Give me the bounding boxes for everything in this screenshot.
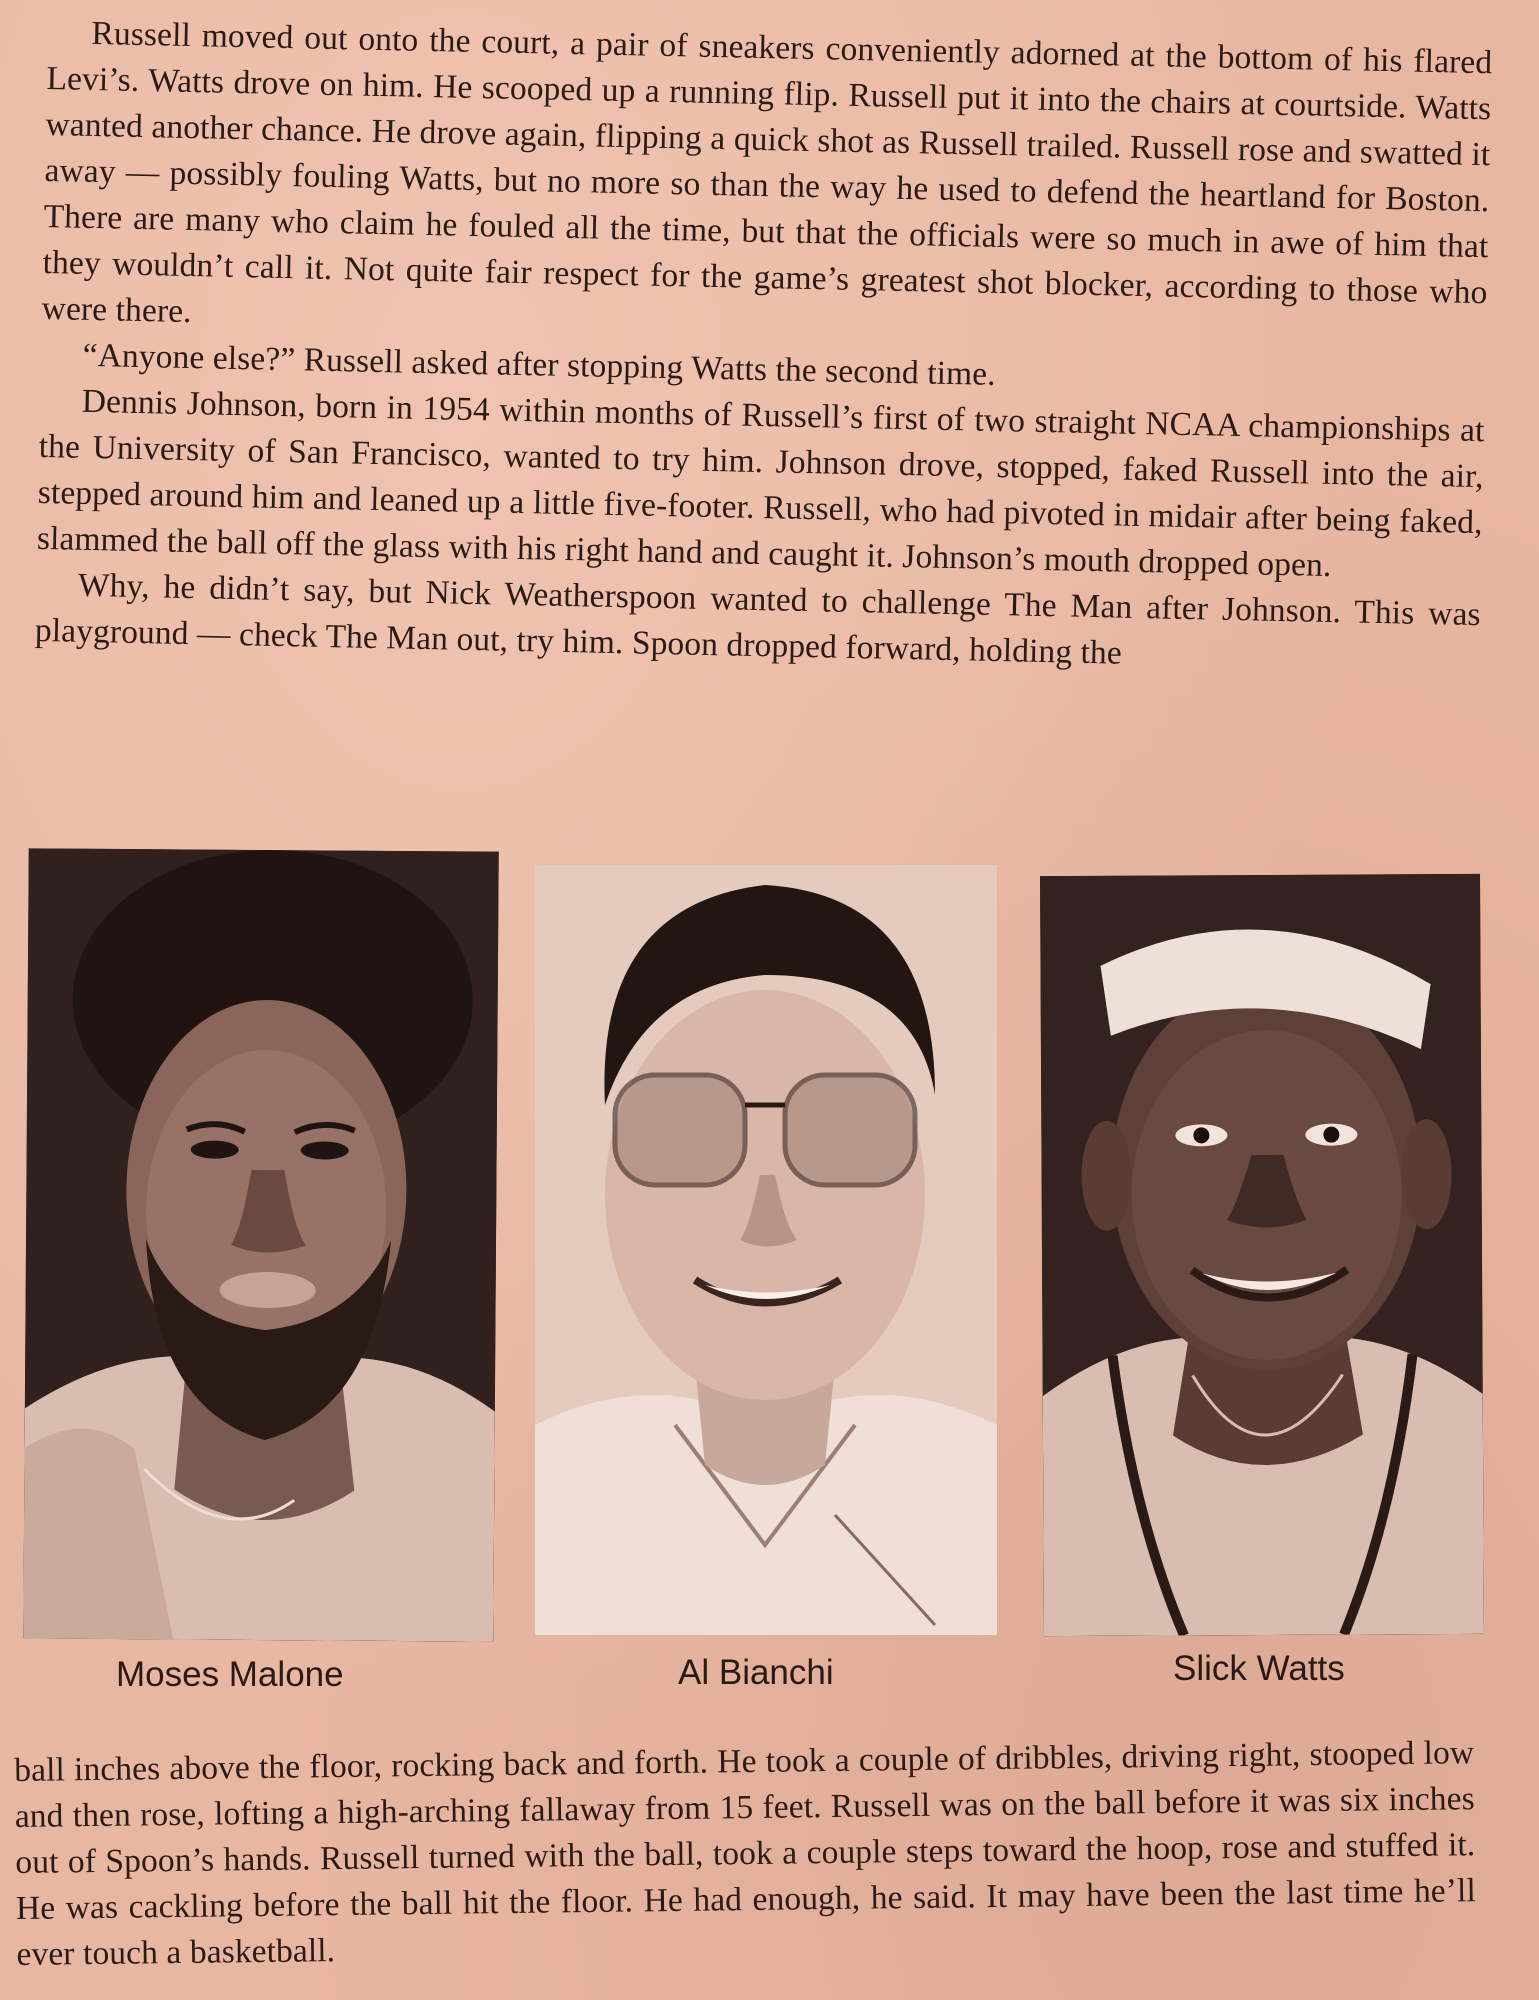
slick-watts-photo	[1040, 874, 1484, 1636]
photo-caption: Moses Malone	[116, 1655, 344, 1694]
photo-caption: Al Bianchi	[678, 1653, 834, 1692]
moses-malone-photo	[23, 848, 499, 1641]
portrait-icon	[23, 848, 499, 1641]
portrait-icon	[1040, 874, 1484, 1636]
paragraph: ball inches above the floor, rocking back and forth. He took a couple of dribbles, driving right, stooped low and then rose, lofting a high-arching fallaway from 15 feet. Russell was on the ball before it was six inches out of Spoon’s hands. Russell turned with the ball, took a couple steps toward the hoop, rose and stuffed it. He was cackling before the ball hit the floor. He had enough, he said. It may have been the last time he’ll ever touch a basketball.	[14, 1734, 1477, 1973]
al-bianchi-photo	[535, 865, 997, 1635]
paragraph: Dennis Johnson, born in 1954 within months of Russell’s first of two straight NCAA championships at the University of San Francisco, wanted to try him. Johnson drove, stopped, faked Russell into the air, stepped around him and leaned up a little five-footer. Russell, who had pivoted in midair after being faked, slammed the ball off the glass with his right hand and caught it. Johnson’s mouth dropped open.	[36, 382, 1485, 584]
photo-caption: Slick Watts	[1173, 1649, 1345, 1688]
paragraph: Russell moved out onto the court, a pair of sneakers conveniently adorned at the bottom of his flared Levi’s. Watts drove on him. He scooped up a running flip. Russell put it into the chairs at courtside. Watts wanted another chance. He drove again, flipping a quick shot as Russell trailed. Russell rose and swatted it away — possibly fouling Watts, but no more so than the way he used to defend the heartland for Boston. There are many who claim he fouled all the time, but that the officials were so much in awe of him that they wouldn’t call it. Not quite fair respect for the game’s greatest shot blocker, according to those who were there.	[41, 14, 1493, 331]
article-text-bottom	[14, 1730, 1477, 1978]
paragraph: “Anyone else?” Russell asked after stopping Watts the second time.	[82, 336, 997, 393]
portrait-icon	[535, 865, 997, 1635]
paragraph: Why, he didn’t say, but Nick Weatherspoon wanted to challenge The Man after Johnson. This was playground — check The Man out, try him. Spoon dropped forward, holding the	[34, 566, 1482, 672]
